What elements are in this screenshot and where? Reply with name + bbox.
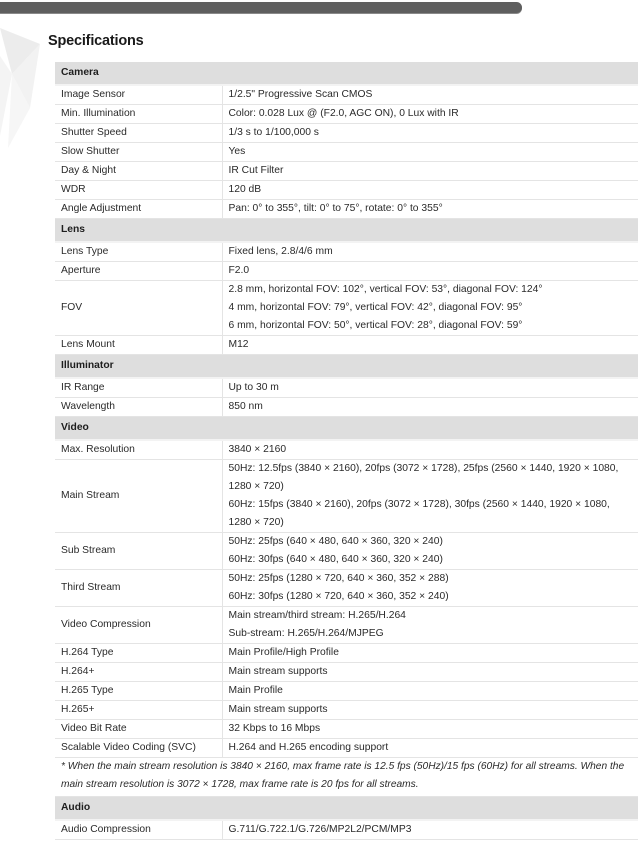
spec-value xyxy=(222,720,638,739)
spec-row xyxy=(55,570,638,607)
spec-value xyxy=(222,242,638,262)
spec-table xyxy=(55,62,638,840)
spec-value xyxy=(222,644,638,663)
spec-row xyxy=(55,460,638,533)
section-header-lens xyxy=(55,219,638,243)
spec-value-line: Color: 0.028 Lux @ (F2.0, AGC ON), 0 Lux with IR xyxy=(228,108,459,119)
spec-row xyxy=(55,607,638,644)
spec-row xyxy=(55,162,638,181)
spec-label: Video Bit Rate xyxy=(55,720,222,739)
spec-label: H.264 Type xyxy=(55,644,222,663)
spec-value-line: Pan: 0° to 355°, tilt: 0° to 75°, rotate: 0° to 355° xyxy=(228,203,443,214)
spec-value xyxy=(222,105,638,124)
spec-value-line: 60Hz: 15fps (3840 × 2160), 20fps (3072 × 1728), 30fps (2560 × 1440, 1920 × 1080, xyxy=(228,499,610,510)
spec-value-line: 850 nm xyxy=(228,401,263,412)
spec-label: H.265 Type xyxy=(55,682,222,701)
spec-value xyxy=(222,262,638,281)
section-header-audio xyxy=(55,797,638,821)
spec-row xyxy=(55,281,638,336)
spec-label: IR Range xyxy=(55,378,222,398)
spec-value-line: 4 mm, horizontal FOV: 79°, vertical FOV: 42°, diagonal FOV: 95° xyxy=(228,302,523,313)
spec-label: Lens Type xyxy=(55,242,222,262)
spec-label: Scalable Video Coding (SVC) xyxy=(55,739,222,758)
spec-value xyxy=(222,378,638,398)
spec-value-line: F2.0 xyxy=(228,265,250,276)
spec-label: H.265+ xyxy=(55,701,222,720)
spec-row xyxy=(55,440,638,460)
spec-label: Lens Mount xyxy=(55,336,222,355)
section-header-illuminator xyxy=(55,355,638,379)
spec-value-line: 50Hz: 12.5fps (3840 × 2160), 20fps (3072 × 1728), 25fps (2560 × 1440, 1920 × 1080, xyxy=(228,463,619,474)
footnote: * When the main stream resolution is 3840 × 2160, max frame rate is 12.5 fps (50Hz)/15 fps (60Hz) for all streams. When the main stream resolution is 3072 × 1728, max frame rate is 20 fps for all streams. xyxy=(55,758,638,797)
section-title: Audio xyxy=(55,797,638,821)
spec-value-line: Fixed lens, 2.8/4/6 mm xyxy=(228,246,333,257)
spec-value-line: Main stream/third stream: H.265/H.264 xyxy=(228,610,406,621)
spec-label: Max. Resolution xyxy=(55,440,222,460)
section-title: Illuminator xyxy=(55,355,638,379)
spec-value xyxy=(222,607,638,644)
spec-row xyxy=(55,739,638,758)
spec-row xyxy=(55,143,638,162)
spec-value-line: Yes xyxy=(228,146,246,157)
spec-value-line: 2.8 mm, horizontal FOV: 102°, vertical FOV: 53°, diagonal FOV: 124° xyxy=(228,284,543,295)
spec-value xyxy=(222,440,638,460)
spec-label: Aperture xyxy=(55,262,222,281)
spec-value-line: 1280 × 720) xyxy=(228,517,284,528)
spec-label: Audio Compression xyxy=(55,820,222,840)
spec-value-line: 1/3 s to 1/100,000 s xyxy=(228,127,319,138)
header-bar xyxy=(0,2,522,13)
spec-value-line: 50Hz: 25fps (640 × 480, 640 × 360, 320 × 240) xyxy=(228,536,443,547)
spec-value xyxy=(222,85,638,105)
footnote-row xyxy=(55,758,638,797)
section-header-camera xyxy=(55,62,638,85)
spec-row xyxy=(55,181,638,200)
spec-row xyxy=(55,124,638,143)
spec-row xyxy=(55,242,638,262)
spec-value-line: 1/2.5" Progressive Scan CMOS xyxy=(228,89,373,100)
spec-label: Min. Illumination xyxy=(55,105,222,124)
section-title: Camera xyxy=(55,62,638,85)
spec-value-line: Main stream supports xyxy=(228,704,328,715)
spec-value xyxy=(222,200,638,219)
spec-value xyxy=(222,701,638,720)
spec-value xyxy=(222,181,638,200)
spec-value-line: 50Hz: 25fps (1280 × 720, 640 × 360, 352 × 288) xyxy=(228,573,449,584)
section-header-video xyxy=(55,417,638,441)
spec-value xyxy=(222,739,638,758)
spec-value-line: 1280 × 720) xyxy=(228,481,284,492)
spec-value xyxy=(222,143,638,162)
spec-value-line: IR Cut Filter xyxy=(228,165,284,176)
spec-row xyxy=(55,336,638,355)
spec-value-line: Main stream supports xyxy=(228,666,328,677)
spec-row xyxy=(55,663,638,682)
spec-value xyxy=(222,162,638,181)
spec-label: Angle Adjustment xyxy=(55,200,222,219)
spec-value-line: 60Hz: 30fps (1280 × 720, 640 × 360, 352 × 240) xyxy=(228,591,449,602)
spec-label: Shutter Speed xyxy=(55,124,222,143)
page-title: Specifications xyxy=(48,33,144,49)
spec-row xyxy=(55,820,638,840)
spec-label: Main Stream xyxy=(55,460,222,533)
spec-value-line: Main Profile xyxy=(228,685,283,696)
section-title: Video xyxy=(55,417,638,441)
spec-value xyxy=(222,533,638,570)
spec-row xyxy=(55,682,638,701)
spec-value-line: 120 dB xyxy=(228,184,262,195)
spec-value-line: Main Profile/High Profile xyxy=(228,647,339,658)
spec-value-line: Sub-stream: H.265/H.264/MJPEG xyxy=(228,628,384,639)
section-title: Lens xyxy=(55,219,638,243)
spec-label: H.264+ xyxy=(55,663,222,682)
spec-row xyxy=(55,701,638,720)
spec-label: Third Stream xyxy=(55,570,222,607)
spec-value-line: 6 mm, horizontal FOV: 50°, vertical FOV: 28°, diagonal FOV: 59° xyxy=(228,320,523,331)
spec-row xyxy=(55,200,638,219)
spec-row xyxy=(55,85,638,105)
spec-value xyxy=(222,682,638,701)
spec-row xyxy=(55,720,638,739)
spec-row xyxy=(55,378,638,398)
spec-value xyxy=(222,570,638,607)
spec-value xyxy=(222,398,638,417)
spec-row xyxy=(55,105,638,124)
spec-label: Wavelength xyxy=(55,398,222,417)
spec-label: Sub Stream xyxy=(55,533,222,570)
spec-row xyxy=(55,398,638,417)
spec-value-line: 60Hz: 30fps (640 × 480, 640 × 360, 320 × 240) xyxy=(228,554,443,565)
spec-row xyxy=(55,644,638,663)
spec-value-line: G.711/G.722.1/G.726/MP2L2/PCM/MP3 xyxy=(228,824,412,835)
spec-value xyxy=(222,460,638,533)
spec-value-line: 32 Kbps to 16 Mbps xyxy=(228,723,321,734)
spec-value-line: 3840 × 2160 xyxy=(228,444,287,455)
spec-value-line: M12 xyxy=(228,339,249,350)
spec-value-line: Up to 30 m xyxy=(228,382,279,393)
spec-value xyxy=(222,336,638,355)
spec-row xyxy=(55,262,638,281)
spec-value xyxy=(222,281,638,336)
spec-value xyxy=(222,124,638,143)
spec-value xyxy=(222,820,638,840)
spec-label: Image Sensor xyxy=(55,85,222,105)
spec-row xyxy=(55,533,638,570)
spec-value xyxy=(222,663,638,682)
spec-label: FOV xyxy=(55,281,222,336)
spec-label: Video Compression xyxy=(55,607,222,644)
spec-label: Slow Shutter xyxy=(55,143,222,162)
spec-label: WDR xyxy=(55,181,222,200)
spec-value-line: H.264 and H.265 encoding support xyxy=(228,742,389,753)
spec-label: Day & Night xyxy=(55,162,222,181)
